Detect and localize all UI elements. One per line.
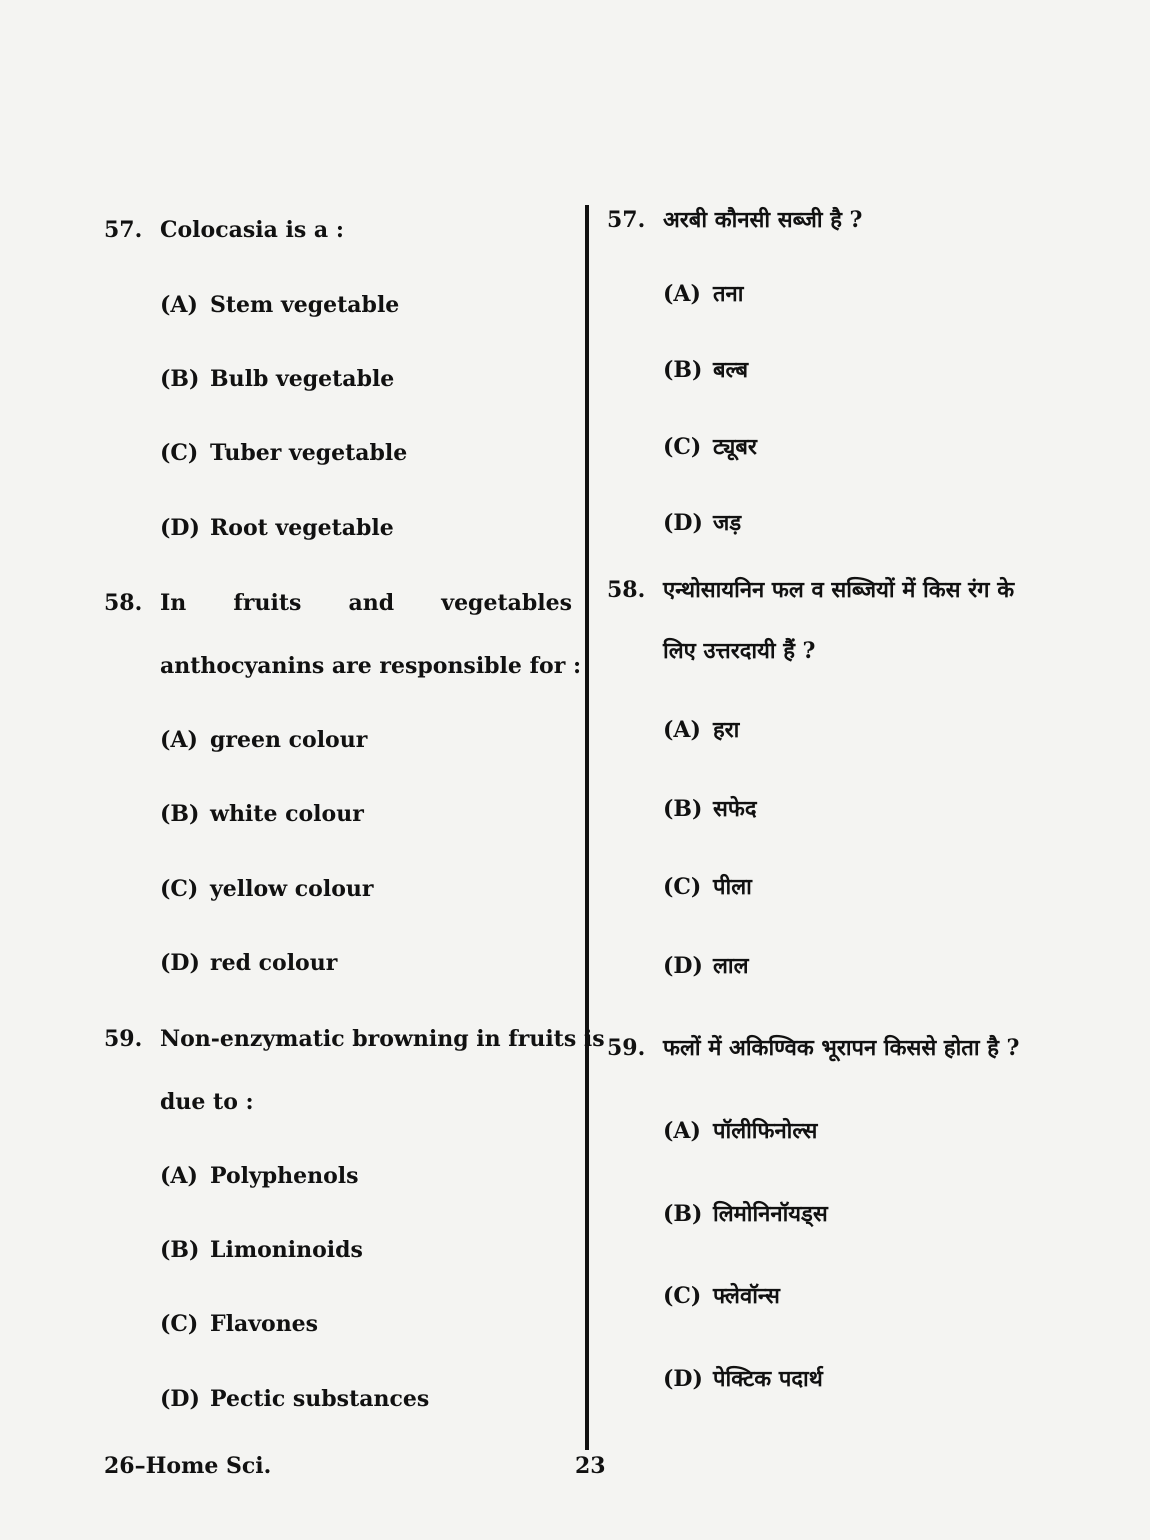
question-number: 58. bbox=[607, 577, 646, 603]
option-d: (D) जड़ bbox=[663, 510, 742, 536]
option-a: (A) Polyphenols bbox=[160, 1163, 359, 1189]
option-c: (C) पीला bbox=[663, 874, 752, 900]
option-d: (D) Pectic substances bbox=[160, 1386, 430, 1412]
question-text-line-2: anthocyanins are responsible for : bbox=[160, 653, 582, 679]
question-text: अरबी कौनसी सब्जी है ? bbox=[663, 207, 863, 233]
option-c: (C) फ्लेवॉन्स bbox=[663, 1283, 780, 1309]
option-a: (A) पॉलीफिनोल्स bbox=[663, 1118, 818, 1144]
page-number: 23 bbox=[575, 1453, 606, 1479]
question-number: 57. bbox=[607, 207, 646, 233]
option-d: (D) पेक्टिक पदार्थ bbox=[663, 1366, 823, 1392]
option-c: (C) yellow colour bbox=[160, 876, 374, 902]
option-b: (B) सफेद bbox=[663, 796, 757, 822]
option-c: (C) Tuber vegetable bbox=[160, 440, 408, 466]
question-number: 57. bbox=[104, 217, 143, 243]
column-divider bbox=[585, 205, 589, 1450]
option-c: (C) Flavones bbox=[160, 1311, 319, 1337]
question-text-line-2: लिए उत्तरदायी हैं ? bbox=[663, 638, 816, 664]
question-text-line-2: due to : bbox=[160, 1089, 254, 1115]
option-a: (A) green colour bbox=[160, 727, 368, 753]
question-text-line-1: In fruits and vegetables bbox=[160, 590, 572, 616]
question-number: 59. bbox=[104, 1026, 143, 1052]
option-a: (A) Stem vegetable bbox=[160, 292, 400, 318]
question-number: 59. bbox=[607, 1035, 646, 1061]
option-d: (D) red colour bbox=[160, 950, 338, 976]
option-d: (D) Root vegetable bbox=[160, 515, 394, 541]
option-b: (B) लिमोनिनॉयड्स bbox=[663, 1201, 828, 1227]
option-b: (B) Limoninoids bbox=[160, 1237, 363, 1263]
option-b: (B) बल्ब bbox=[663, 357, 749, 383]
question-number: 58. bbox=[104, 590, 143, 616]
option-d: (D) लाल bbox=[663, 953, 749, 979]
question-text: फलों में अकिण्विक भूरापन किससे होता है ? bbox=[663, 1035, 1020, 1061]
question-text-line-1: Non-enzymatic browning in fruits is bbox=[160, 1026, 605, 1052]
option-c: (C) ट्यूबर bbox=[663, 434, 757, 460]
question-text: Colocasia is a : bbox=[160, 217, 344, 243]
option-b: (B) white colour bbox=[160, 801, 364, 827]
question-text-line-1: एन्थोसायनिन फल व सब्जियों में किस रंग के bbox=[663, 577, 1015, 603]
option-b: (B) Bulb vegetable bbox=[160, 366, 395, 392]
option-a: (A) तना bbox=[663, 281, 744, 307]
paper-code: 26–Home Sci. bbox=[104, 1453, 272, 1479]
option-a: (A) हरा bbox=[663, 717, 740, 743]
